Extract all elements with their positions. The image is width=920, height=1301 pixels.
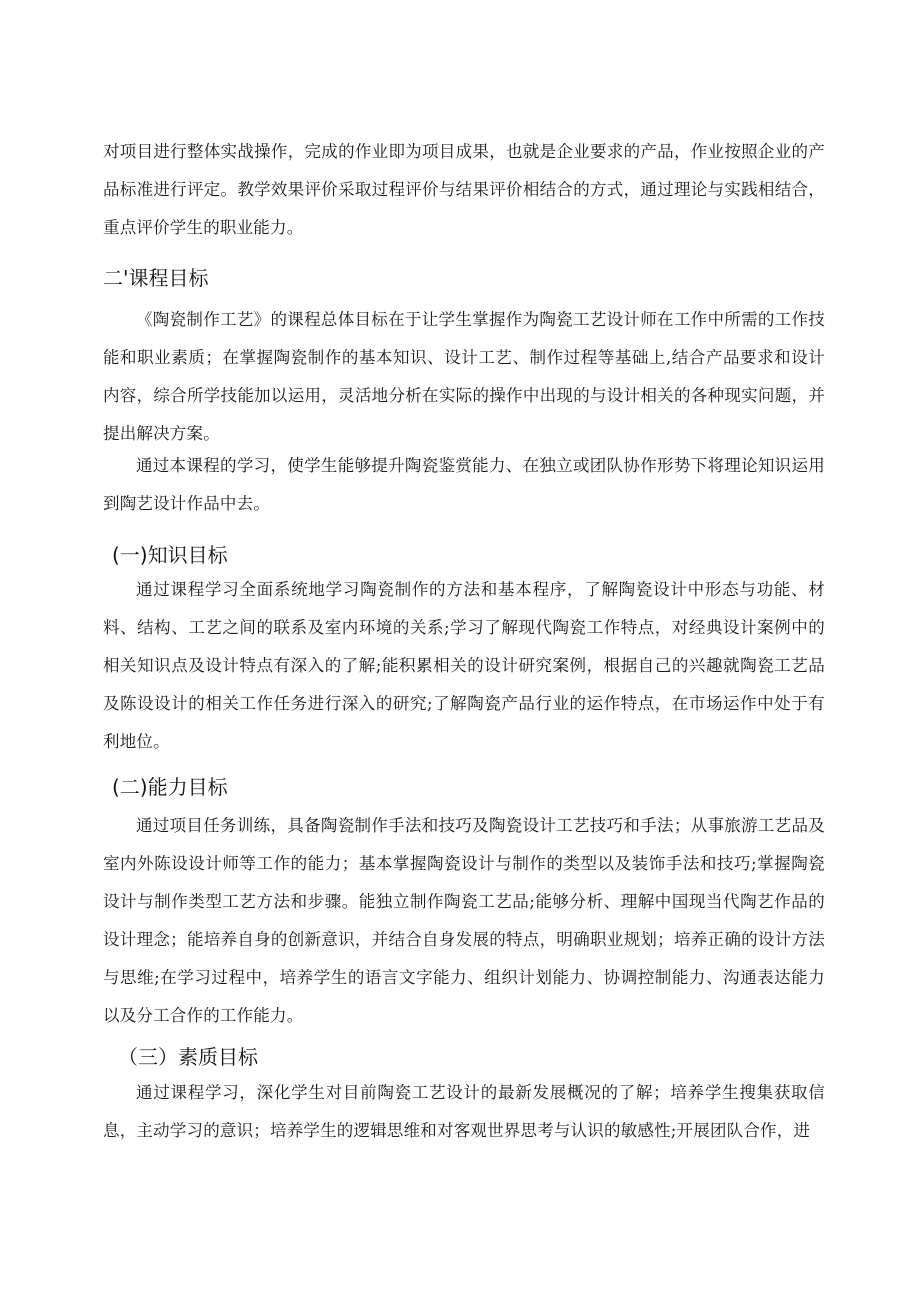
intro-paragraph: 对项目进行整体实战操作，完成的作业即为项目成果，也就是企业要求的产品，作业按照企业的产品标准进行评定。教学效果评价采取过程评价与结果评价相结合的方式，通过理论与实践相结合，重点评价学生的职业能力。	[103, 142, 825, 237]
subheading-quality-goals: （三）素质目标	[118, 1045, 258, 1069]
knowledge-goals-paragraph: 通过课程学习全面系统地学习陶瓷制作的方法和基本程序，了解陶瓷设计中形态与功能、材料、结构、工艺之间的联系及室内环境的关系;学习了解现代陶瓷工作特点，对经典设计案例中的相关知识点及设计特点有深入的了解;能积累相关的设计研究案例，根据自己的兴趣就陶瓷工艺品及陈设设计的相关工作任务进行深入的研究;了解陶瓷产品行业的运作特点，在市场运作中处于有利地位。	[103, 580, 825, 751]
course-goals-paragraph-2: 通过本课程的学习，使学生能够提升陶瓷鉴赏能力、在独立或团队协作形势下将理论知识运用到陶艺设计作品中去。	[103, 456, 825, 513]
section-heading-course-goals: 二'课程目标	[103, 266, 209, 290]
subheading-ability-goals: (二)能力目标	[112, 775, 228, 799]
subheading-knowledge-goals: (一)知识目标	[112, 543, 228, 567]
quality-goals-paragraph: 通过课程学习，深化学生对目前陶瓷工艺设计的最新发展概况的了解；培养学生搜集获取信息，主动学习的意识；培养学生的逻辑思维和对客观世界思考与认识的敏感性;开展团队合作，进	[103, 1083, 825, 1140]
course-goals-paragraph-1: 《陶瓷制作工艺》的课程总体目标在于让学生掌握作为陶瓷工艺设计师在工作中所需的工作技能和职业素质；在掌握陶瓷制作的基本知识、设计工艺、制作过程等基础上,结合产品要求和设计内容，综合所学技能加以运用，灵活地分析在实际的操作中出现的与设计相关的各种现实问题，并提出解决方案。	[103, 310, 825, 443]
ability-goals-paragraph: 通过项目任务训练，具备陶瓷制作手法和技巧及陶瓷设计工艺技巧和手法；从事旅游工艺品及室内外陈设设计师等工作的能力；基本掌握陶瓷设计与制作的类型以及装饰手法和技巧;掌握陶瓷设计与制作类型工艺方法和步骤。能独立制作陶瓷工艺品;能够分析、理解中国现当代陶艺作品的设计理念；能培养自身的创新意识，并结合自身发展的特点，明确职业规划；培养正确的设计方法与思维;在学习过程中，培养学生的语言文字能力、组织计划能力、协调控制能力、沟通表达能力以及分工合作的工作能力。	[103, 816, 825, 1025]
